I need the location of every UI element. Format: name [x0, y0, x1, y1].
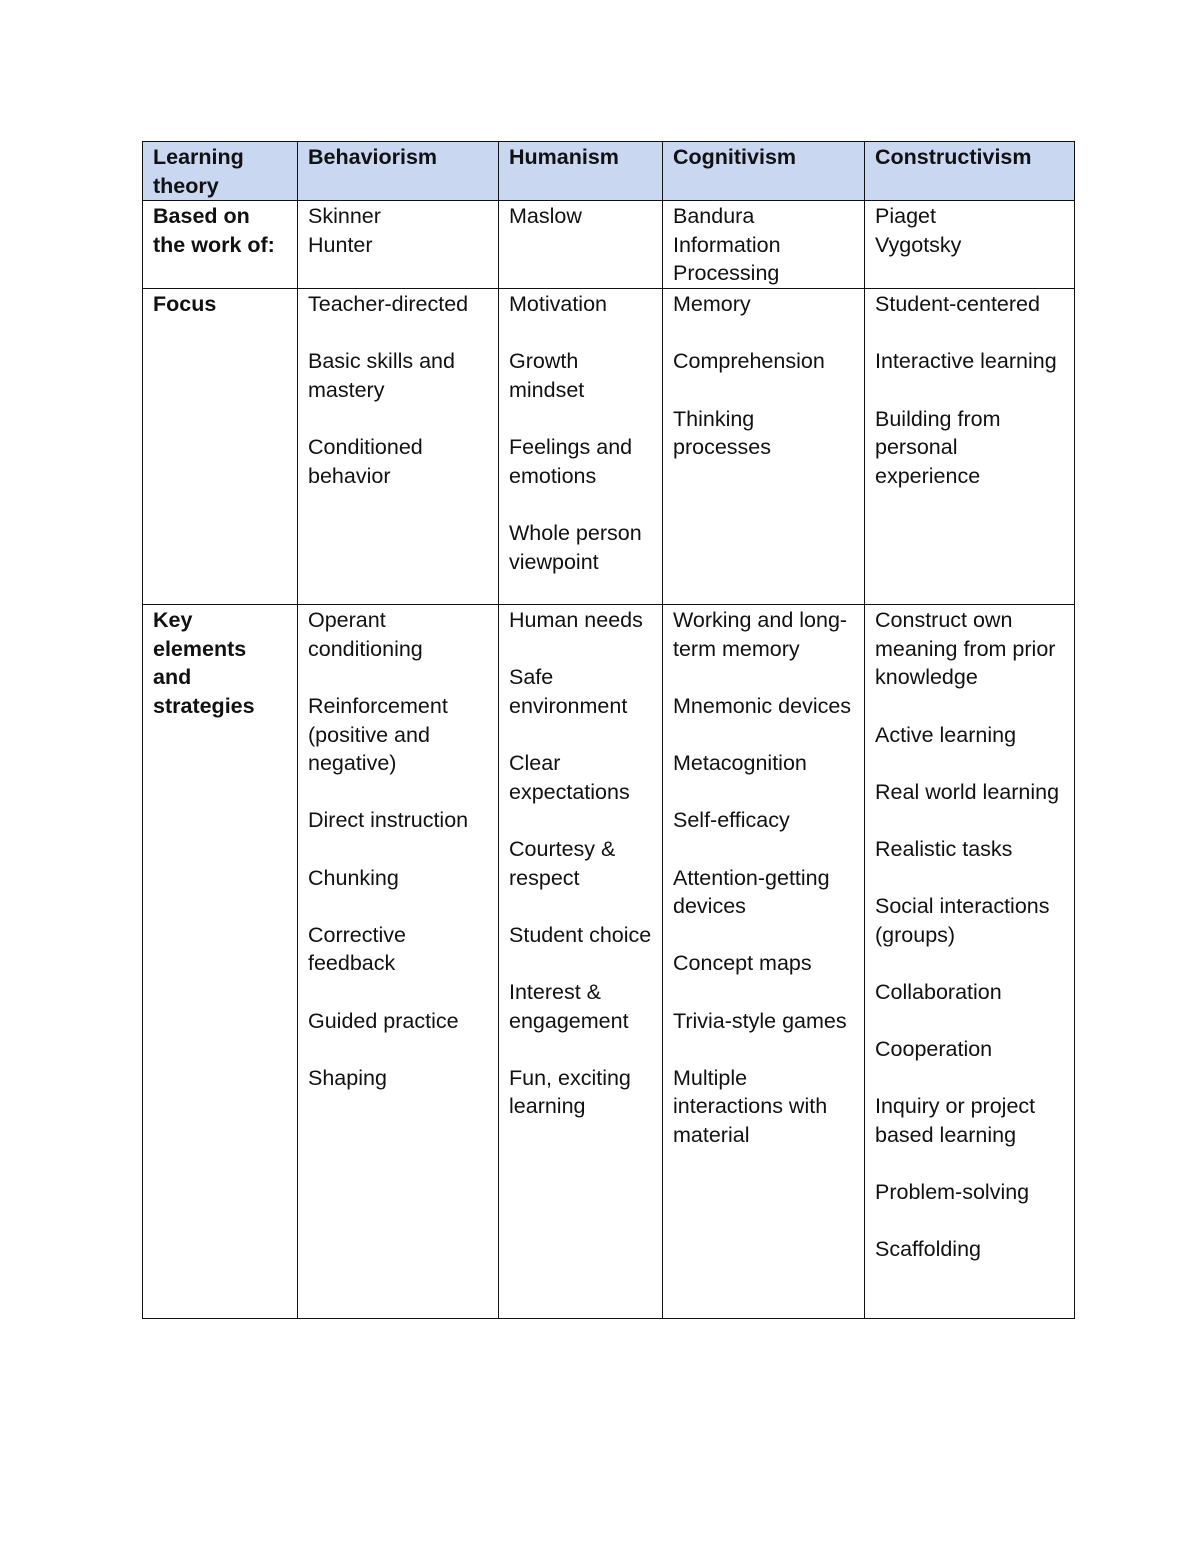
cell-item: Comprehension [673, 349, 825, 374]
cell-item: Multiple interactions with material [673, 1065, 828, 1147]
cell-item: Cooperation [875, 1037, 993, 1062]
cell-item: Human needs [509, 608, 643, 633]
cell-item: Operant conditioning [308, 608, 423, 661]
cell-item: Attention-getting devices [673, 865, 830, 919]
cell-item: Safe environment [509, 665, 628, 718]
cell-item: Mnemonic devices [673, 693, 852, 718]
table-row-based-on [143, 201, 1075, 289]
cell-item: Working and long-term memory [673, 608, 848, 661]
cell-item: Courtesy & respect [509, 836, 616, 890]
cell-item: Bandura [673, 204, 755, 229]
header-cell-behaviorism: Behaviorism [298, 142, 499, 201]
cell-item: Reinforcement (positive and negative) [308, 693, 448, 776]
table-row-key-elements [143, 605, 1075, 1319]
table-header-row [143, 142, 1075, 201]
cell-item: Motivation [509, 292, 607, 317]
header-cell-learning-theory: Learning theory [143, 142, 298, 201]
cell-item: Shaping [308, 1065, 387, 1090]
cell-item: Piaget [875, 204, 936, 229]
cell-item: Teacher-directed [308, 292, 469, 317]
cell-item: Interactive learning [875, 349, 1057, 374]
cell-item: Whole person viewpoint [509, 520, 642, 574]
cell-item: Active learning [875, 722, 1017, 747]
cell-item: Direct instruction [308, 808, 469, 833]
cell-item: Growth mindset [509, 349, 585, 402]
cell-item: Building from personal experience [875, 406, 1001, 488]
cell-item: Guided practice [308, 1008, 459, 1033]
cell-item: Social interactions (groups) [875, 894, 1050, 947]
cell-item: Student choice [509, 922, 652, 947]
cell-item: Concept maps [673, 951, 812, 976]
cell-key-cognitivism [663, 605, 865, 1319]
cell-item: Skinner [308, 204, 381, 229]
cell-focus-cognitivism [663, 289, 865, 605]
cell-key-humanism [499, 605, 663, 1319]
cell-based-on-cognitivism [663, 201, 865, 289]
cell-item: Corrective feedback [308, 922, 406, 976]
cell-item: Clear expectations [509, 751, 630, 804]
cell-based-on-constructivism [865, 201, 1075, 289]
cell-key-behaviorism [298, 605, 499, 1319]
cell-item: Self-efficacy [673, 808, 790, 833]
cell-item: Student-centered [875, 292, 1040, 317]
cell-key-constructivism [865, 605, 1075, 1319]
cell-item: Conditioned behavior [308, 435, 423, 488]
cell-item: Scaffolding [875, 1237, 981, 1262]
cell-item: Metacognition [673, 751, 807, 776]
cell-item: Information Processing [673, 232, 781, 286]
table-row-focus [143, 289, 1075, 605]
cell-focus-constructivism [865, 289, 1075, 605]
header-cell-cognitivism: Cognitivism [663, 142, 865, 201]
cell-focus-humanism [499, 289, 663, 605]
cell-item: Construct own meaning from prior knowledge [875, 608, 1056, 690]
cell-item: Chunking [308, 865, 399, 890]
cell-item: Real world learning [875, 779, 1060, 804]
cell-item: Fun, exciting learning [509, 1065, 631, 1119]
cell-item: Hunter [308, 232, 373, 257]
cell-item: Basic skills and mastery [308, 349, 455, 402]
cell-item: Maslow [509, 204, 582, 229]
row-label-focus: Focus [143, 289, 298, 605]
cell-item: Memory [673, 292, 751, 317]
cell-item: Problem-solving [875, 1180, 1030, 1205]
cell-item: Thinking processes [673, 406, 771, 460]
cell-item: Trivia-style games [673, 1008, 847, 1033]
cell-focus-behaviorism [298, 289, 499, 605]
cell-based-on-humanism [499, 201, 663, 289]
row-label-key-elements: Key elements and strategies [143, 605, 298, 1319]
cell-item: Interest & engagement [509, 979, 629, 1033]
row-label-based-on: Based on the work of: [143, 201, 298, 289]
cell-item: Inquiry or project based learning [875, 1094, 1036, 1147]
cell-item: Vygotsky [875, 232, 962, 257]
cell-item: Realistic tasks [875, 836, 1013, 861]
cell-item: Feelings and emotions [509, 435, 633, 488]
cell-based-on-behaviorism [298, 201, 499, 289]
cell-item: Collaboration [875, 979, 1002, 1004]
header-cell-constructivism: Constructivism [865, 142, 1075, 201]
learning-theories-table [142, 141, 1075, 1319]
header-cell-humanism: Humanism [499, 142, 663, 201]
